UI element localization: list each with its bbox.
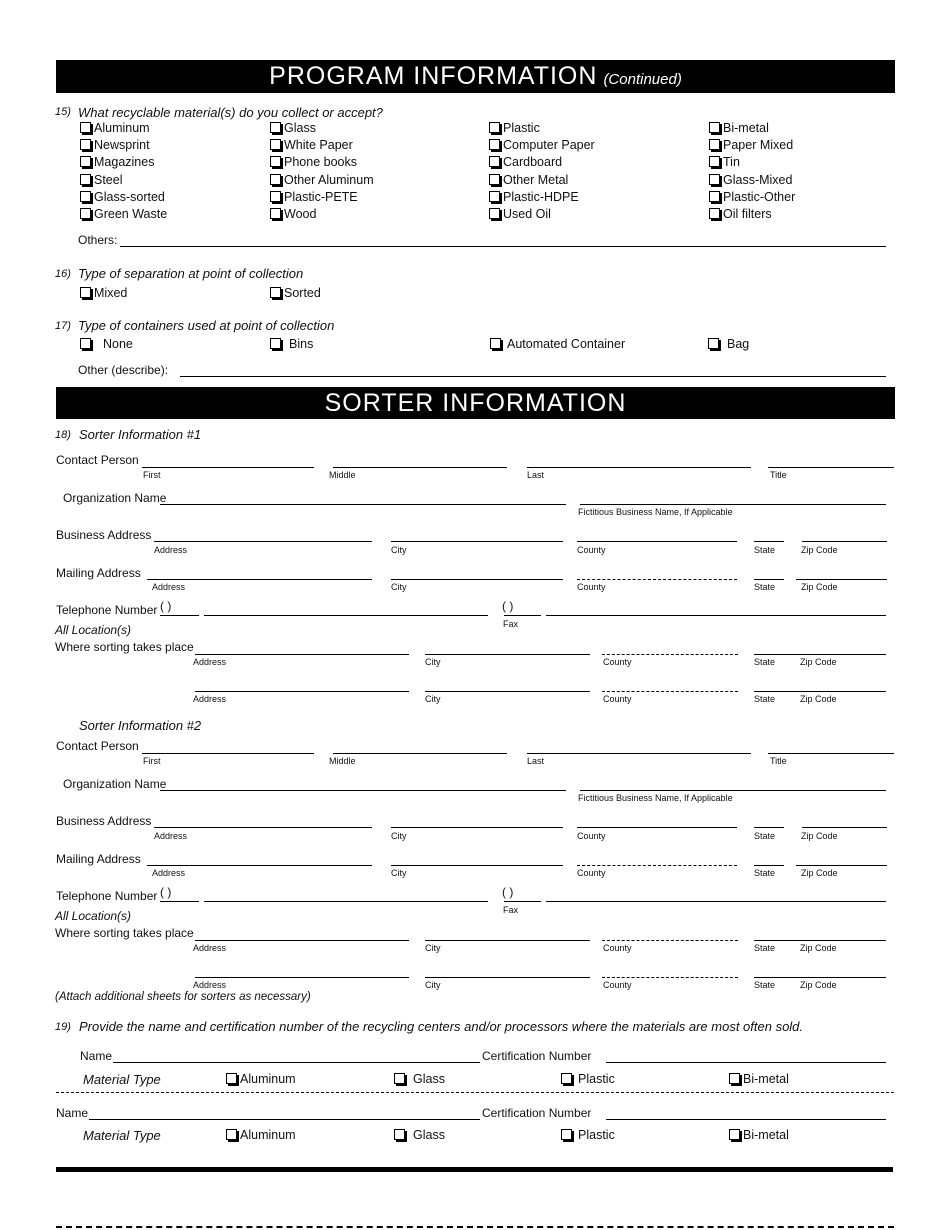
sorter-2-business-city-sub: City	[391, 831, 407, 841]
sorter-1-middle-sub: Middle	[329, 470, 356, 480]
sorter-2-location-1-city-input[interactable]	[425, 940, 590, 941]
sorter-1-location-1-state-zip-input[interactable]	[754, 654, 886, 655]
material-checkbox[interactable]: Used Oil	[489, 207, 551, 221]
others-label: Others:	[78, 233, 118, 247]
sorter-2-mailing-state-sub: State	[754, 868, 776, 878]
sorter-2-telephone-area-code[interactable]: ( )	[160, 885, 172, 899]
q19-number: 19)	[55, 1021, 71, 1033]
sorter-1-business-city-input[interactable]	[391, 541, 563, 542]
sorter-2-mailing-zip-sub: Zip Code	[801, 868, 838, 878]
sorter-2-business-city-input[interactable]	[391, 827, 563, 828]
sorter-1-business-state-input[interactable]	[754, 541, 784, 542]
sorter-1-title-input[interactable]	[768, 467, 894, 468]
sorter-1-mailing-city-input[interactable]	[391, 579, 563, 580]
material-checkbox[interactable]: Glass	[270, 121, 316, 135]
sorter-2-telephone-input[interactable]	[204, 901, 488, 902]
sorter-2-location-2-city-input[interactable]	[425, 977, 590, 978]
program-information-title: PROGRAM INFORMATION	[269, 62, 598, 90]
sorter-1-mailing-zip-sub: Zip Code	[801, 582, 838, 592]
sorter-1-first-name-input[interactable]	[142, 467, 314, 468]
q16-question: Type of separation at point of collection	[78, 266, 304, 281]
material-checkbox[interactable]: Glass-Mixed	[709, 173, 792, 187]
checkbox-icon	[80, 174, 91, 185]
sorter-2-middle-sub: Middle	[329, 756, 356, 766]
sorter-2-business-address-label: Business Address	[56, 814, 152, 828]
checkbox-icon	[226, 1129, 237, 1140]
checkbox-icon	[270, 122, 281, 133]
sorter-2-mailing-state-input[interactable]	[754, 865, 784, 866]
sorter-1-contact-person-label: Contact Person	[56, 453, 139, 467]
sorter-1-business-address-label: Business Address	[56, 528, 152, 542]
sorter-2-business-address-input[interactable]	[154, 827, 372, 828]
sorter-2-middle-name-input[interactable]	[333, 753, 507, 754]
checkbox-icon	[489, 191, 500, 202]
sorter-1-all-locations-label: All Location(s)	[55, 623, 132, 637]
sorter-2-last-name-input[interactable]	[527, 753, 751, 754]
sorter-2-business-state-input[interactable]	[754, 827, 784, 828]
bins-checkbox[interactable]: Bins	[270, 337, 313, 351]
sorter-2-all-locations-label: All Location(s)	[55, 909, 132, 923]
processor-2-plastic-checkbox[interactable]: Plastic	[561, 1128, 615, 1142]
processor-2-aluminum-checkbox[interactable]: Aluminum	[226, 1128, 296, 1142]
sorter-1-business-city-sub: City	[391, 545, 407, 555]
checkbox-icon	[709, 208, 720, 219]
sorter-1-business-county-input[interactable]	[577, 541, 737, 542]
sorter-2-telephone-area-line	[160, 901, 199, 902]
q19-question: Provide the name and certification number of the recycling centers and/or processors where the materials are most often sold.	[79, 1019, 804, 1034]
sorter-2-business-address-sub: Address	[154, 831, 188, 841]
sorter-1-first-sub: First	[143, 470, 161, 480]
sorter-2-mailing-address-label: Mailing Address	[56, 852, 141, 866]
mixed-checkbox[interactable]: Mixed	[80, 286, 127, 300]
sorter-1-heading: Sorter Information #1	[79, 427, 202, 442]
sorter-2-title-sub: Title	[770, 756, 787, 766]
material-checkbox[interactable]: Cardboard	[489, 155, 562, 169]
sorter-2-fax-input[interactable]	[546, 901, 886, 902]
material-checkbox[interactable]: Plastic-PETE	[270, 190, 358, 204]
material-checkbox[interactable]: Tin	[709, 155, 740, 169]
material-checkbox[interactable]: Magazines	[80, 155, 154, 169]
material-checkbox[interactable]: Plastic	[489, 121, 540, 135]
checkbox-icon	[80, 287, 91, 298]
checkbox-icon	[80, 139, 91, 150]
processor-2-cert-label: Certification Number	[482, 1106, 592, 1120]
material-checkbox[interactable]: Wood	[270, 207, 316, 221]
sorter-2-mailing-zip-input[interactable]	[796, 865, 887, 866]
sorter-2-last-sub: Last	[527, 756, 545, 766]
sorter-2-location-1-state-zip-input[interactable]	[754, 940, 886, 941]
sorter-2-fax-sub: Fax	[503, 905, 519, 915]
checkbox-icon	[561, 1073, 572, 1084]
sorter-2-title-input[interactable]	[768, 753, 894, 754]
processor-1-material-type-label: Material Type	[83, 1072, 161, 1087]
checkbox-icon	[729, 1073, 740, 1084]
sorter-2-business-county-sub: County	[577, 831, 606, 841]
automated-container-checkbox[interactable]: Automated Container	[490, 337, 625, 351]
sorter-1-last-sub: Last	[527, 470, 545, 480]
q18-number: 18)	[55, 429, 71, 441]
material-checkbox[interactable]: Bi-metal	[709, 121, 769, 135]
checkbox-icon	[708, 338, 719, 349]
sorter-1-location-1-county-input[interactable]	[602, 654, 738, 655]
processor-1-name-label: Name	[80, 1049, 113, 1063]
sorter-2-mailing-city-sub: City	[391, 868, 407, 878]
sorter-1-location-2-address-sub: Address	[193, 694, 227, 704]
sorter-1-mailing-county-sub: County	[577, 582, 606, 592]
sorter-1-location-1-city-input[interactable]	[425, 654, 590, 655]
sorter-1-fax-input[interactable]	[546, 615, 886, 616]
processor-1-aluminum-checkbox[interactable]: Aluminum	[226, 1072, 296, 1086]
checkbox-icon	[394, 1073, 405, 1084]
sorter-1-business-zip-input[interactable]	[802, 541, 887, 542]
processor-2-name-label: Name	[56, 1106, 89, 1120]
q17-question: Type of containers used at point of collection	[78, 318, 335, 333]
checkbox-icon	[226, 1073, 237, 1084]
checkbox-icon	[270, 287, 281, 298]
sorter-2-location-1-address-sub: Address	[193, 943, 227, 953]
sorter-2-mailing-city-input[interactable]	[391, 865, 563, 866]
q15-question: What recyclable material(s) do you collect or accept?	[78, 105, 383, 120]
sorter-2-mailing-county-sub: County	[577, 868, 606, 878]
material-checkbox[interactable]: Glass-sorted	[80, 190, 165, 204]
material-checkbox[interactable]: Phone books	[270, 155, 357, 169]
sorter-1-telephone-label: Telephone Number	[56, 603, 158, 617]
sorter-1-fictitious-sub: Fictitious Business Name, If Applicable	[578, 507, 733, 517]
checkbox-icon	[80, 122, 91, 133]
processor-2-glass-checkbox[interactable]: Glass	[394, 1128, 445, 1142]
sorter-2-mailing-address-input[interactable]	[147, 865, 372, 866]
continued-label: (Continued)	[603, 71, 682, 88]
sorter-1-location-2-county-sub: County	[603, 694, 632, 704]
sorter-1-location-1-state-sub: State	[754, 657, 776, 667]
other-describe-label: Other (describe):	[78, 363, 169, 377]
material-checkbox[interactable]: Green Waste	[80, 207, 167, 221]
checkbox-icon	[490, 338, 501, 349]
sorter-1-location-1-address-sub: Address	[193, 657, 227, 667]
checkbox-icon	[709, 156, 720, 167]
sorter-1-mailing-city-sub: City	[391, 582, 407, 592]
processor-2-cert-input[interactable]	[606, 1119, 886, 1120]
sorter-1-title-sub: Title	[770, 470, 787, 480]
sorter-1-telephone-area-code[interactable]: ( )	[160, 599, 172, 613]
attach-note: (Attach additional sheets for sorters as necessary)	[55, 991, 311, 1003]
checkbox-icon	[270, 156, 281, 167]
bag-checkbox[interactable]: Bag	[708, 337, 749, 351]
checkbox-icon	[709, 139, 720, 150]
sorter-2-business-state-sub: State	[754, 831, 776, 841]
sorter-2-location-2-address-sub: Address	[193, 980, 227, 990]
processor-1-plastic-checkbox[interactable]: Plastic	[561, 1072, 615, 1086]
material-checkbox[interactable]: Steel	[80, 173, 123, 187]
sorter-2-first-name-input[interactable]	[142, 753, 314, 754]
sorted-checkbox[interactable]: Sorted	[270, 286, 321, 300]
sorter-2-organization-name-input[interactable]	[160, 790, 566, 791]
checkbox-icon	[709, 191, 720, 202]
sorter-1-location-2-address-input[interactable]	[195, 691, 409, 692]
sorter-2-location-2-address-input[interactable]	[195, 977, 409, 978]
sorter-2-mailing-address-sub: Address	[152, 868, 186, 878]
sorter-2-location-2-county-sub: County	[603, 980, 632, 990]
sorter-1-middle-name-input[interactable]	[333, 467, 507, 468]
sorter-1-business-state-sub: State	[754, 545, 776, 555]
footer-thick-rule	[56, 1167, 893, 1172]
separator-dashed-line	[56, 1092, 894, 1093]
sorter-1-mailing-address-label: Mailing Address	[56, 566, 141, 580]
processor-2-material-type-label: Material Type	[83, 1128, 161, 1143]
sorter-1-fictitious-business-name-input[interactable]	[580, 504, 886, 505]
sorter-1-location-2-state-sub: State	[754, 694, 776, 704]
checkbox-icon	[709, 122, 720, 133]
sorter-information-title: SORTER INFORMATION	[324, 389, 627, 417]
material-checkbox[interactable]: Other Metal	[489, 173, 568, 187]
checkbox-icon	[709, 174, 720, 185]
sorter-1-fax-area-line	[504, 615, 541, 616]
bottom-dashed-line	[56, 1226, 894, 1228]
material-checkbox[interactable]: Aluminum	[80, 121, 150, 135]
sorter-2-location-1-address-input[interactable]	[195, 940, 409, 941]
sorter-1-last-name-input[interactable]	[527, 467, 751, 468]
sorter-2-first-sub: First	[143, 756, 161, 766]
checkbox-icon	[561, 1129, 572, 1140]
checkbox-icon	[270, 139, 281, 150]
sorter-1-location-2-city-input[interactable]	[425, 691, 590, 692]
checkbox-icon	[270, 191, 281, 202]
sorter-2-organization-name-label: Organization Name	[63, 777, 167, 791]
sorter-2-location-2-state-zip-input[interactable]	[754, 977, 886, 978]
sorter-1-location-1-city-sub: City	[425, 657, 441, 667]
checkbox-icon	[489, 174, 500, 185]
material-checkbox[interactable]: Oil filters	[709, 207, 772, 221]
checkbox-icon	[489, 122, 500, 133]
other-describe-input[interactable]	[180, 376, 886, 377]
sorter-1-location-2-state-zip-input[interactable]	[754, 691, 886, 692]
q17-number: 17)	[55, 320, 71, 332]
material-checkbox[interactable]: Plastic-HDPE	[489, 190, 579, 204]
checkbox-icon	[270, 338, 281, 349]
sorter-1-organization-name-input[interactable]	[160, 504, 566, 505]
checkbox-icon	[489, 156, 500, 167]
checkbox-icon	[80, 208, 91, 219]
sorter-1-where-sorting-label: Where sorting takes place	[55, 640, 194, 654]
processor-1-bimetal-checkbox[interactable]: Bi-metal	[729, 1072, 789, 1086]
processor-1-glass-checkbox[interactable]: Glass	[394, 1072, 445, 1086]
sorter-2-location-2-county-input[interactable]	[602, 977, 738, 978]
sorter-2-business-county-input[interactable]	[577, 827, 737, 828]
sorter-2-location-2-city-sub: City	[425, 980, 441, 990]
sorter-1-mailing-zip-input[interactable]	[796, 579, 887, 580]
checkbox-icon	[489, 208, 500, 219]
sorter-2-location-1-zip-sub: Zip Code	[800, 943, 837, 953]
sorter-2-contact-person-label: Contact Person	[56, 739, 139, 753]
sorter-1-location-2-zip-sub: Zip Code	[800, 694, 837, 704]
processor-1-cert-label: Certification Number	[482, 1049, 592, 1063]
checkbox-icon	[394, 1129, 405, 1140]
sorter-2-location-1-county-input[interactable]	[602, 940, 738, 941]
sorter-2-mailing-county-input[interactable]	[577, 865, 737, 866]
none-checkbox[interactable]: None	[80, 337, 133, 351]
sorter-2-location-1-city-sub: City	[425, 943, 441, 953]
checkbox-icon	[80, 191, 91, 202]
checkbox-icon	[270, 174, 281, 185]
sorter-2-location-2-zip-sub: Zip Code	[800, 980, 837, 990]
q16-number: 16)	[55, 268, 71, 280]
checkbox-icon	[80, 338, 91, 349]
checkbox-icon	[489, 139, 500, 150]
sorter-1-location-2-city-sub: City	[425, 694, 441, 704]
material-checkbox[interactable]: Paper Mixed	[709, 138, 793, 152]
sorter-2-fictitious-sub: Fictitious Business Name, If Applicable	[578, 793, 733, 803]
sorter-1-location-1-zip-sub: Zip Code	[800, 657, 837, 667]
sorter-1-fax-area-code[interactable]: ( )	[502, 599, 514, 613]
material-checkbox[interactable]: Computer Paper	[489, 138, 595, 152]
sorter-1-organization-name-label: Organization Name	[63, 491, 167, 505]
sorter-2-telephone-label: Telephone Number	[56, 889, 158, 903]
sorter-1-mailing-county-input[interactable]	[577, 579, 737, 580]
sorter-1-mailing-address-input[interactable]	[147, 579, 372, 580]
sorter-1-business-address-input[interactable]	[154, 541, 372, 542]
sorter-1-fax-sub: Fax	[503, 619, 519, 629]
sorter-1-mailing-address-sub: Address	[152, 582, 186, 592]
sorter-2-location-1-county-sub: County	[603, 943, 632, 953]
sorter-information-header	[56, 387, 895, 419]
processor-2-name-input[interactable]	[89, 1119, 480, 1120]
sorter-1-location-1-address-input[interactable]	[195, 654, 409, 655]
processor-1-cert-input[interactable]	[606, 1062, 886, 1063]
sorter-2-fax-area-line	[504, 901, 541, 902]
sorter-1-location-1-county-sub: County	[603, 657, 632, 667]
program-information-header	[56, 60, 895, 93]
sorter-1-telephone-input[interactable]	[204, 615, 488, 616]
material-checkbox[interactable]: Plastic-Other	[709, 190, 795, 204]
material-checkbox[interactable]: Other Aluminum	[270, 173, 374, 187]
processor-1-name-input[interactable]	[113, 1062, 480, 1063]
sorter-1-mailing-state-input[interactable]	[754, 579, 784, 580]
q15-number: 15)	[55, 106, 71, 118]
sorter-2-location-2-state-sub: State	[754, 980, 776, 990]
sorter-2-business-zip-sub: Zip Code	[801, 831, 838, 841]
checkbox-icon	[80, 156, 91, 167]
sorter-1-business-county-sub: County	[577, 545, 606, 555]
sorter-1-mailing-state-sub: State	[754, 582, 776, 592]
sorter-1-business-address-sub: Address	[154, 545, 188, 555]
material-checkbox[interactable]: White Paper	[270, 138, 353, 152]
others-input[interactable]	[120, 246, 886, 247]
sorter-2-fictitious-business-name-input[interactable]	[580, 790, 886, 791]
sorter-2-fax-area-code[interactable]: ( )	[502, 885, 514, 899]
sorter-2-location-1-state-sub: State	[754, 943, 776, 953]
sorter-1-telephone-area-line	[160, 615, 199, 616]
sorter-2-heading: Sorter Information #2	[79, 718, 202, 733]
checkbox-icon	[270, 208, 281, 219]
sorter-2-where-sorting-label: Where sorting takes place	[55, 926, 194, 940]
processor-2-bimetal-checkbox[interactable]: Bi-metal	[729, 1128, 789, 1142]
sorter-1-location-2-county-input[interactable]	[602, 691, 738, 692]
sorter-1-business-zip-sub: Zip Code	[801, 545, 838, 555]
checkbox-icon	[729, 1129, 740, 1140]
sorter-2-business-zip-input[interactable]	[802, 827, 887, 828]
material-checkbox[interactable]: Newsprint	[80, 138, 150, 152]
